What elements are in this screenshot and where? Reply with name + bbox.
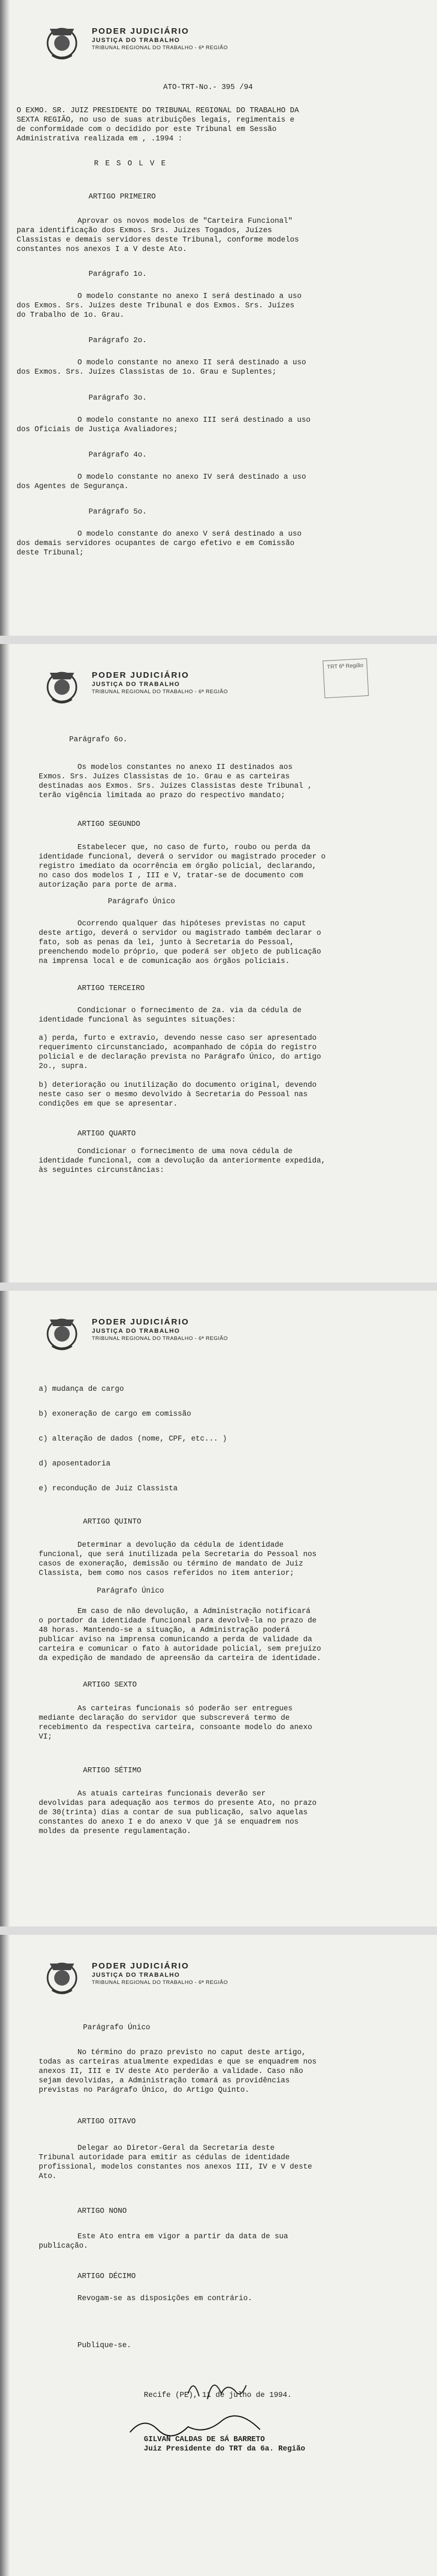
text-line: O modelo constante no anexo II será destinado a uso bbox=[77, 359, 306, 367]
header-line1: PODER JUDICIÁRIO bbox=[92, 671, 190, 680]
text-line: identidade funcional, com a devolução da anteriormente expedida, bbox=[39, 1157, 326, 1165]
date-line: Recife (PE), 11 de julho de 1994. bbox=[144, 2391, 292, 2400]
text-line: dos Oficiais de Justiça Avaliadores; bbox=[17, 426, 178, 434]
header-line2: JUSTIÇA DO TRABALHO bbox=[92, 37, 180, 44]
header-line1: PODER JUDICIÁRIO bbox=[92, 1317, 190, 1327]
list-item: b) exoneração de cargo em comissão bbox=[39, 1410, 191, 1418]
coat-of-arms-icon bbox=[44, 1958, 80, 1996]
text-line: de 30(trinta) dias a contar de sua publicação, salvo aquelas bbox=[39, 1809, 308, 1817]
date-handwriting bbox=[183, 2371, 249, 2405]
page-2 bbox=[0, 644, 437, 1282]
paragraph-heading: Parágrafo 5o. bbox=[89, 508, 147, 516]
text-line: na imprensa local e de comunicação aos órgãos policiais. bbox=[39, 957, 290, 966]
coat-of-arms-icon bbox=[44, 667, 80, 705]
text-line: b) deterioração ou inutilização do documento original, devendo bbox=[39, 1081, 317, 1090]
text-line: autorização para porte de arma. bbox=[39, 881, 178, 889]
text-line: mediante declaração do servidor que subscreverá termo de bbox=[39, 1714, 290, 1722]
text-line: previstas no Parágrafo Único, do Artigo Quinto. bbox=[39, 2086, 249, 2095]
text-line: às seguintes circunstâncias: bbox=[39, 1166, 164, 1175]
text-line: Revogam-se as disposições em contrário. bbox=[77, 2295, 252, 2303]
text-line: Condicionar o fornecimento de 2a. via da cédula de bbox=[77, 1007, 302, 1015]
text-line: dos Agentes de Segurança. bbox=[17, 483, 129, 491]
text-line: O modelo constante no anexo IV será destinado a uso bbox=[77, 473, 306, 481]
text-line: constantes nos anexos I a V deste Ato. bbox=[17, 245, 187, 254]
text-line: O EXMO. SR. JUIZ PRESIDENTE DO TRIBUNAL REGIONAL DO TRABALHO DA bbox=[17, 107, 299, 115]
article-heading: ARTIGO QUARTO bbox=[77, 1130, 136, 1138]
list-item: e) recondução de Juiz Classista bbox=[39, 1485, 178, 1493]
text-line: policial e de declaração prevista no Parágrafo Único, do artigo bbox=[39, 1053, 321, 1061]
text-line: No término do prazo previsto no caput deste artigo, bbox=[77, 2049, 306, 2057]
text-line: 48 horas. Mantendo-se a situação, a Administração poderá bbox=[39, 1626, 290, 1635]
paragraph-heading: Parágrafo 4o. bbox=[89, 451, 147, 459]
text-line: Os modelos constantes no anexo II destinados aos bbox=[77, 763, 293, 772]
text-line: identidade funcional às seguintes situações: bbox=[39, 1016, 236, 1024]
text-line: todas as carteiras atualmente expedidas e que se enquadrem nos bbox=[39, 2058, 317, 2066]
text-line: o portador da identidade funcional para devolvê-la no prazo de bbox=[39, 1617, 317, 1625]
text-line: Estabelecer que, no caso de furto, roubo ou perda da bbox=[77, 844, 311, 852]
text-line: carteira e comunicar o fato à autoridade policial, sem prejuízo bbox=[39, 1645, 321, 1653]
paragraph-heading: Parágrafo Único bbox=[108, 898, 175, 906]
text-line: O modelo constante no anexo I será destinado a uso bbox=[77, 292, 302, 301]
page-1 bbox=[0, 0, 437, 636]
text-line: Classista, bem como nos casos referidos no item anterior; bbox=[39, 1569, 294, 1578]
article-heading: ARTIGO NONO bbox=[77, 2207, 127, 2216]
text-line: constantes do anexo I e do anexo V que já se enquadrem nos bbox=[39, 1818, 299, 1826]
text-line: O modelo constante no anexo III será destinado a uso bbox=[77, 416, 311, 425]
text-line: destinadas aos Exmos. Srs. Juízes Classistas deste Tribunal , bbox=[39, 782, 313, 790]
text-line: terão vigência limitada ao prazo do respectivo mandato; bbox=[39, 792, 285, 800]
text-line: a) perda, furto e extravio, devendo nesse caso ser apresentado bbox=[39, 1034, 317, 1043]
text-line: devolvidas para adequação aos termos do presente Ato, no prazo bbox=[39, 1799, 317, 1808]
article-heading: ARTIGO QUINTO bbox=[83, 1518, 142, 1526]
text-line: deste Tribunal; bbox=[17, 549, 84, 557]
text-line: registro imediato da ocorrência em órgão policial, declarando, bbox=[39, 862, 317, 871]
text-line: deste artigo, deverá o servidor ou magistrado também declarar o bbox=[39, 929, 321, 938]
list-item: d) aposentadoria bbox=[39, 1460, 111, 1468]
text-line: Tribunal autoridade para emitir as cédulas de identidade bbox=[39, 2154, 290, 2162]
signer-title: Juiz Presidente do TRT da 6a. Região bbox=[144, 2445, 305, 2453]
resolve-heading: R E S O L V E bbox=[94, 160, 167, 168]
paragraph-heading: Parágrafo 6o. bbox=[69, 736, 128, 744]
text-line: Este Ato entra em vigor a partir da data de sua bbox=[77, 2233, 288, 2241]
text-line: requerimento circunstanciado, acompanhado de cópia do registro bbox=[39, 1044, 317, 1052]
text-line: VI; bbox=[39, 1733, 53, 1741]
text-line: no caso dos modelos I , III e V, tratar-se de documento com bbox=[39, 872, 303, 880]
article-heading: ARTIGO PRIMEIRO bbox=[89, 193, 156, 201]
text-line: casos de exoneração, demissão ou término de mandato de Juiz bbox=[39, 1560, 303, 1568]
paragraph-heading: Parágrafo 3o. bbox=[89, 394, 147, 402]
paragraph-heading: Parágrafo 2o. bbox=[89, 337, 147, 345]
paragraph-heading: Parágrafo Único bbox=[97, 1587, 164, 1595]
text-line: neste caso ser o mesmo devolvido à Secretaria do Pessoal nas bbox=[39, 1091, 308, 1099]
text-line: funcional, que será inutilizada pela Secretaria do Pessoal nos bbox=[39, 1551, 317, 1559]
article-heading: ARTIGO OITAVO bbox=[77, 2118, 136, 2126]
header-line1: PODER JUDICIÁRIO bbox=[92, 27, 190, 36]
text-line: condições em que se apresentar. bbox=[39, 1100, 178, 1108]
header-line3: TRIBUNAL REGIONAL DO TRABALHO - 6ª REGIÃO bbox=[92, 45, 228, 51]
text-line: dos Exmos. Srs. Juízes deste Tribunal e dos Exmos. Srs. Juízes bbox=[17, 302, 295, 310]
text-line: dos Exmos. Srs. Juízes Classistas de 1o. Grau e Suplentes; bbox=[17, 368, 277, 376]
publique-se: Publique-se. bbox=[77, 2342, 132, 2350]
text-line: 2o., supra. bbox=[39, 1062, 89, 1071]
text-line: Aprovar os novos modelos de "Carteira Funcional" bbox=[77, 217, 293, 226]
list-item: c) alteração de dados (nome, CPF, etc... ) bbox=[39, 1435, 227, 1443]
list-item: a) mudança de cargo bbox=[39, 1385, 124, 1394]
page-4 bbox=[0, 1935, 437, 2576]
paragraph-heading: Parágrafo Único bbox=[83, 2024, 150, 2032]
stamp-text: TRT 6ª Região bbox=[326, 662, 363, 671]
article-heading: ARTIGO DÉCIMO bbox=[77, 2273, 136, 2281]
text-line: Determinar a devolução da cédula de identidade bbox=[77, 1541, 284, 1549]
text-line: para identificação dos Exmos. Srs. Juízes Togados, Juízes bbox=[17, 227, 272, 235]
text-line: moldes da presente regulamentação. bbox=[39, 1828, 191, 1836]
text-line: As carteiras funcionais só poderão ser entregues bbox=[77, 1705, 293, 1713]
text-line: O modelo constante do anexo V será destinado a uso bbox=[77, 530, 302, 538]
text-line: Delegar ao Diretor-Geral da Secretaria deste bbox=[77, 2144, 275, 2153]
header-line2: JUSTIÇA DO TRABALHO bbox=[92, 1328, 180, 1334]
header-line3: TRIBUNAL REGIONAL DO TRABALHO - 6ª REGIÃO bbox=[92, 689, 228, 695]
text-line: anexos II, III e IV deste Ato perderão a validade. Caso não bbox=[39, 2067, 303, 2076]
text-line: recebimento da respectiva carteira, consoante modelo do anexo bbox=[39, 1724, 313, 1732]
text-line: de conformidade com o decidido por este Tribunal em Sessão bbox=[17, 125, 277, 134]
header-line3: TRIBUNAL REGIONAL DO TRABALHO - 6ª REGIÃO bbox=[92, 1980, 228, 1986]
header-line3: TRIBUNAL REGIONAL DO TRABALHO - 6ª REGIÃO bbox=[92, 1336, 228, 1342]
coat-of-arms-icon bbox=[44, 1314, 80, 1352]
text-line: identidade funcional, deverá o servidor ou magistrado proceder o bbox=[39, 853, 326, 861]
text-line: sejam devolvidas, a Administração tomará as providências bbox=[39, 2077, 290, 2085]
paragraph-heading: Parágrafo 1o. bbox=[89, 270, 147, 279]
article-heading: ARTIGO SEXTO bbox=[83, 1681, 137, 1689]
text-line: As atuais carteiras funcionais deverão ser bbox=[77, 1790, 266, 1798]
text-line: preenchendo modelo próprio, que poderá ser objeto de publicação bbox=[39, 948, 321, 956]
text-line: Em caso de não devolução, a Administração notificará bbox=[77, 1608, 311, 1616]
text-line: Classistas e demais servidores deste Tribunal, conforme modelos bbox=[17, 236, 299, 244]
text-line: Exmos. Srs. Juízes Classistas de 1o. Grau e as carteiras bbox=[39, 773, 290, 781]
article-heading: ARTIGO TERCEIRO bbox=[77, 985, 145, 993]
article-heading: ARTIGO SEGUNDO bbox=[77, 820, 141, 829]
signer-name: GILVAN CALDAS DE SÁ BARRETO bbox=[144, 2436, 265, 2444]
text-line: do Trabalho de 1o. Grau. bbox=[17, 311, 124, 320]
header-line2: JUSTIÇA DO TRABALHO bbox=[92, 681, 180, 688]
text-line: Ato. bbox=[39, 2172, 57, 2181]
header-line1: PODER JUDICIÁRIO bbox=[92, 1961, 190, 1971]
text-line: dos demais servidores ocupantes de cargo efetivo e em Comissão bbox=[17, 540, 295, 548]
text-line: Condicionar o fornecimento de uma nova cédula de bbox=[77, 1148, 293, 1156]
page-3 bbox=[0, 1291, 437, 1926]
article-heading: ARTIGO SÉTIMO bbox=[83, 1767, 142, 1775]
text-line: publicar aviso na imprensa comunicando a perda de validade da bbox=[39, 1636, 313, 1644]
text-line: da expedição de mandado de apreensão da carteira de identidade. bbox=[39, 1654, 321, 1663]
header-line2: JUSTIÇA DO TRABALHO bbox=[92, 1972, 180, 1978]
text-line: Ocorrendo qualquer das hipóteses previstas no caput bbox=[77, 920, 306, 928]
text-line: publicação. bbox=[39, 2242, 89, 2250]
text-line: fato, sob as penas da lei, junto à Secretaria do Pessoal, bbox=[39, 939, 294, 947]
ato-number: ATO-TRT-No.- 395 /94 bbox=[163, 83, 253, 92]
coat-of-arms-icon bbox=[44, 23, 80, 61]
text-line: SEXTA REGIÃO, no uso de suas atribuições legais, regimentais e bbox=[17, 116, 295, 124]
text-line: profissional, modelos constantes nos anexos III, IV e V deste bbox=[39, 2163, 313, 2171]
stamp bbox=[322, 658, 368, 698]
text-line: Administrativa realizada em , .1994 : bbox=[17, 135, 183, 143]
